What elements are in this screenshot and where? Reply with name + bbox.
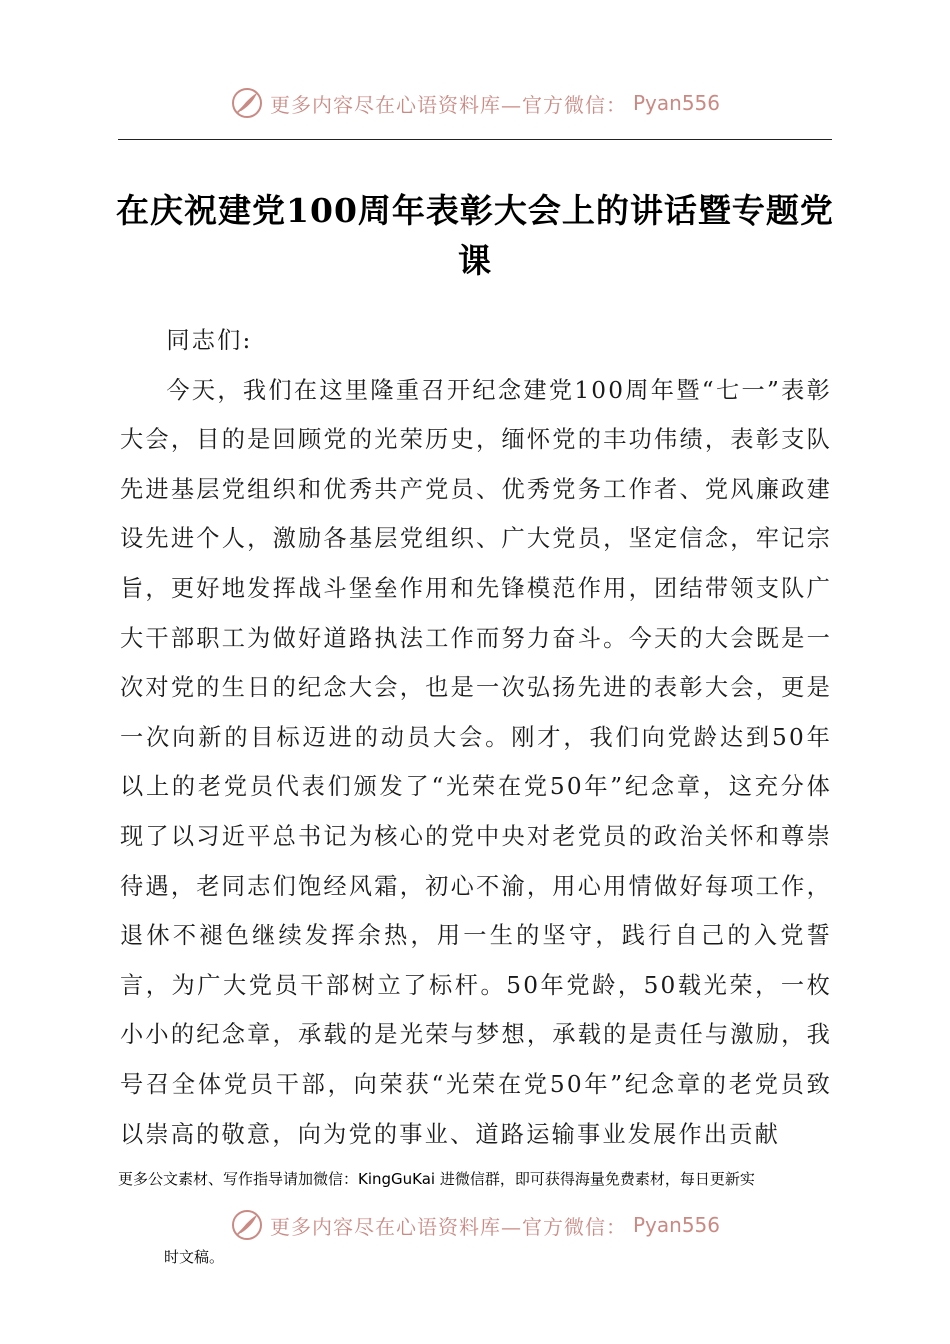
document-body [120, 316, 832, 1159]
footer-watermark [0, 1208, 950, 1242]
body-paragraph: 今天，我们在这里隆重召开纪念建党100周年暨“七一”表彰大会，目的是回顾党的光荣历史，缅怀党的丰功伟绩，表彰支队先进基层党组织和优秀共产党员、优秀党务工作者、党风廉政建设先进个人，激励各基层党组织、广大党员，坚定信念，牢记宗旨，更好地发挥战斗堡垒作用和先锋模范作用，团结带领支队广大干部职工为做好道路执法工作而努力奋斗。今天的大会既是一次对党的生日的纪念大会，也是一次弘扬先进的表彰大会，更是一次向新的目标迈进的动员大会。刚才，我们向党龄达到50年以上的老党员代表们颁发了“光荣在党50年”纪念章，这充分体现了以习近平总书记为核心的党中央对老党员的政治关怀和尊崇待遇，老同志们饱经风霜，初心不渝，用心用情做好每项工作，退休不褪色继续发挥余热，用一生的坚守，践行自己的入党誓言，为广大党员干部树立了标杆。50年党龄，50载光荣，一枚小小的纪念章，承载的是光荣与梦想，承载的是责任与激励，我号召全体党员干部，向荣获“光荣在党50年”纪念章的老党员致以崇高的敬意，向为党的事业、道路运输事业发展作出贡献 [120, 376, 832, 1148]
feather-quill-logo-icon [230, 86, 264, 120]
watermark-text: 更多内容尽在心语资料库—官方微信： [269, 92, 627, 117]
document-title: 在庆祝建党100周年表彰大会上的讲话暨专题党课 [116, 191, 834, 280]
watermark-text: 更多内容尽在心语资料库—官方微信： [269, 1214, 627, 1239]
footer-promo-line-2: 时文稿。 [164, 1248, 225, 1266]
feather-quill-logo-icon [230, 1208, 264, 1242]
watermark-handle: Pyan556 [632, 91, 720, 115]
watermark-handle: Pyan556 [632, 1213, 720, 1237]
salutation: 同志们: [166, 327, 253, 354]
header-divider [118, 139, 832, 140]
footer-promo-line-1: 更多公文素材、写作指导请加微信：KingGuKai 进微信群，即可获得海量免费素材，每日更新实 [118, 1170, 755, 1188]
header-watermark [0, 86, 950, 120]
